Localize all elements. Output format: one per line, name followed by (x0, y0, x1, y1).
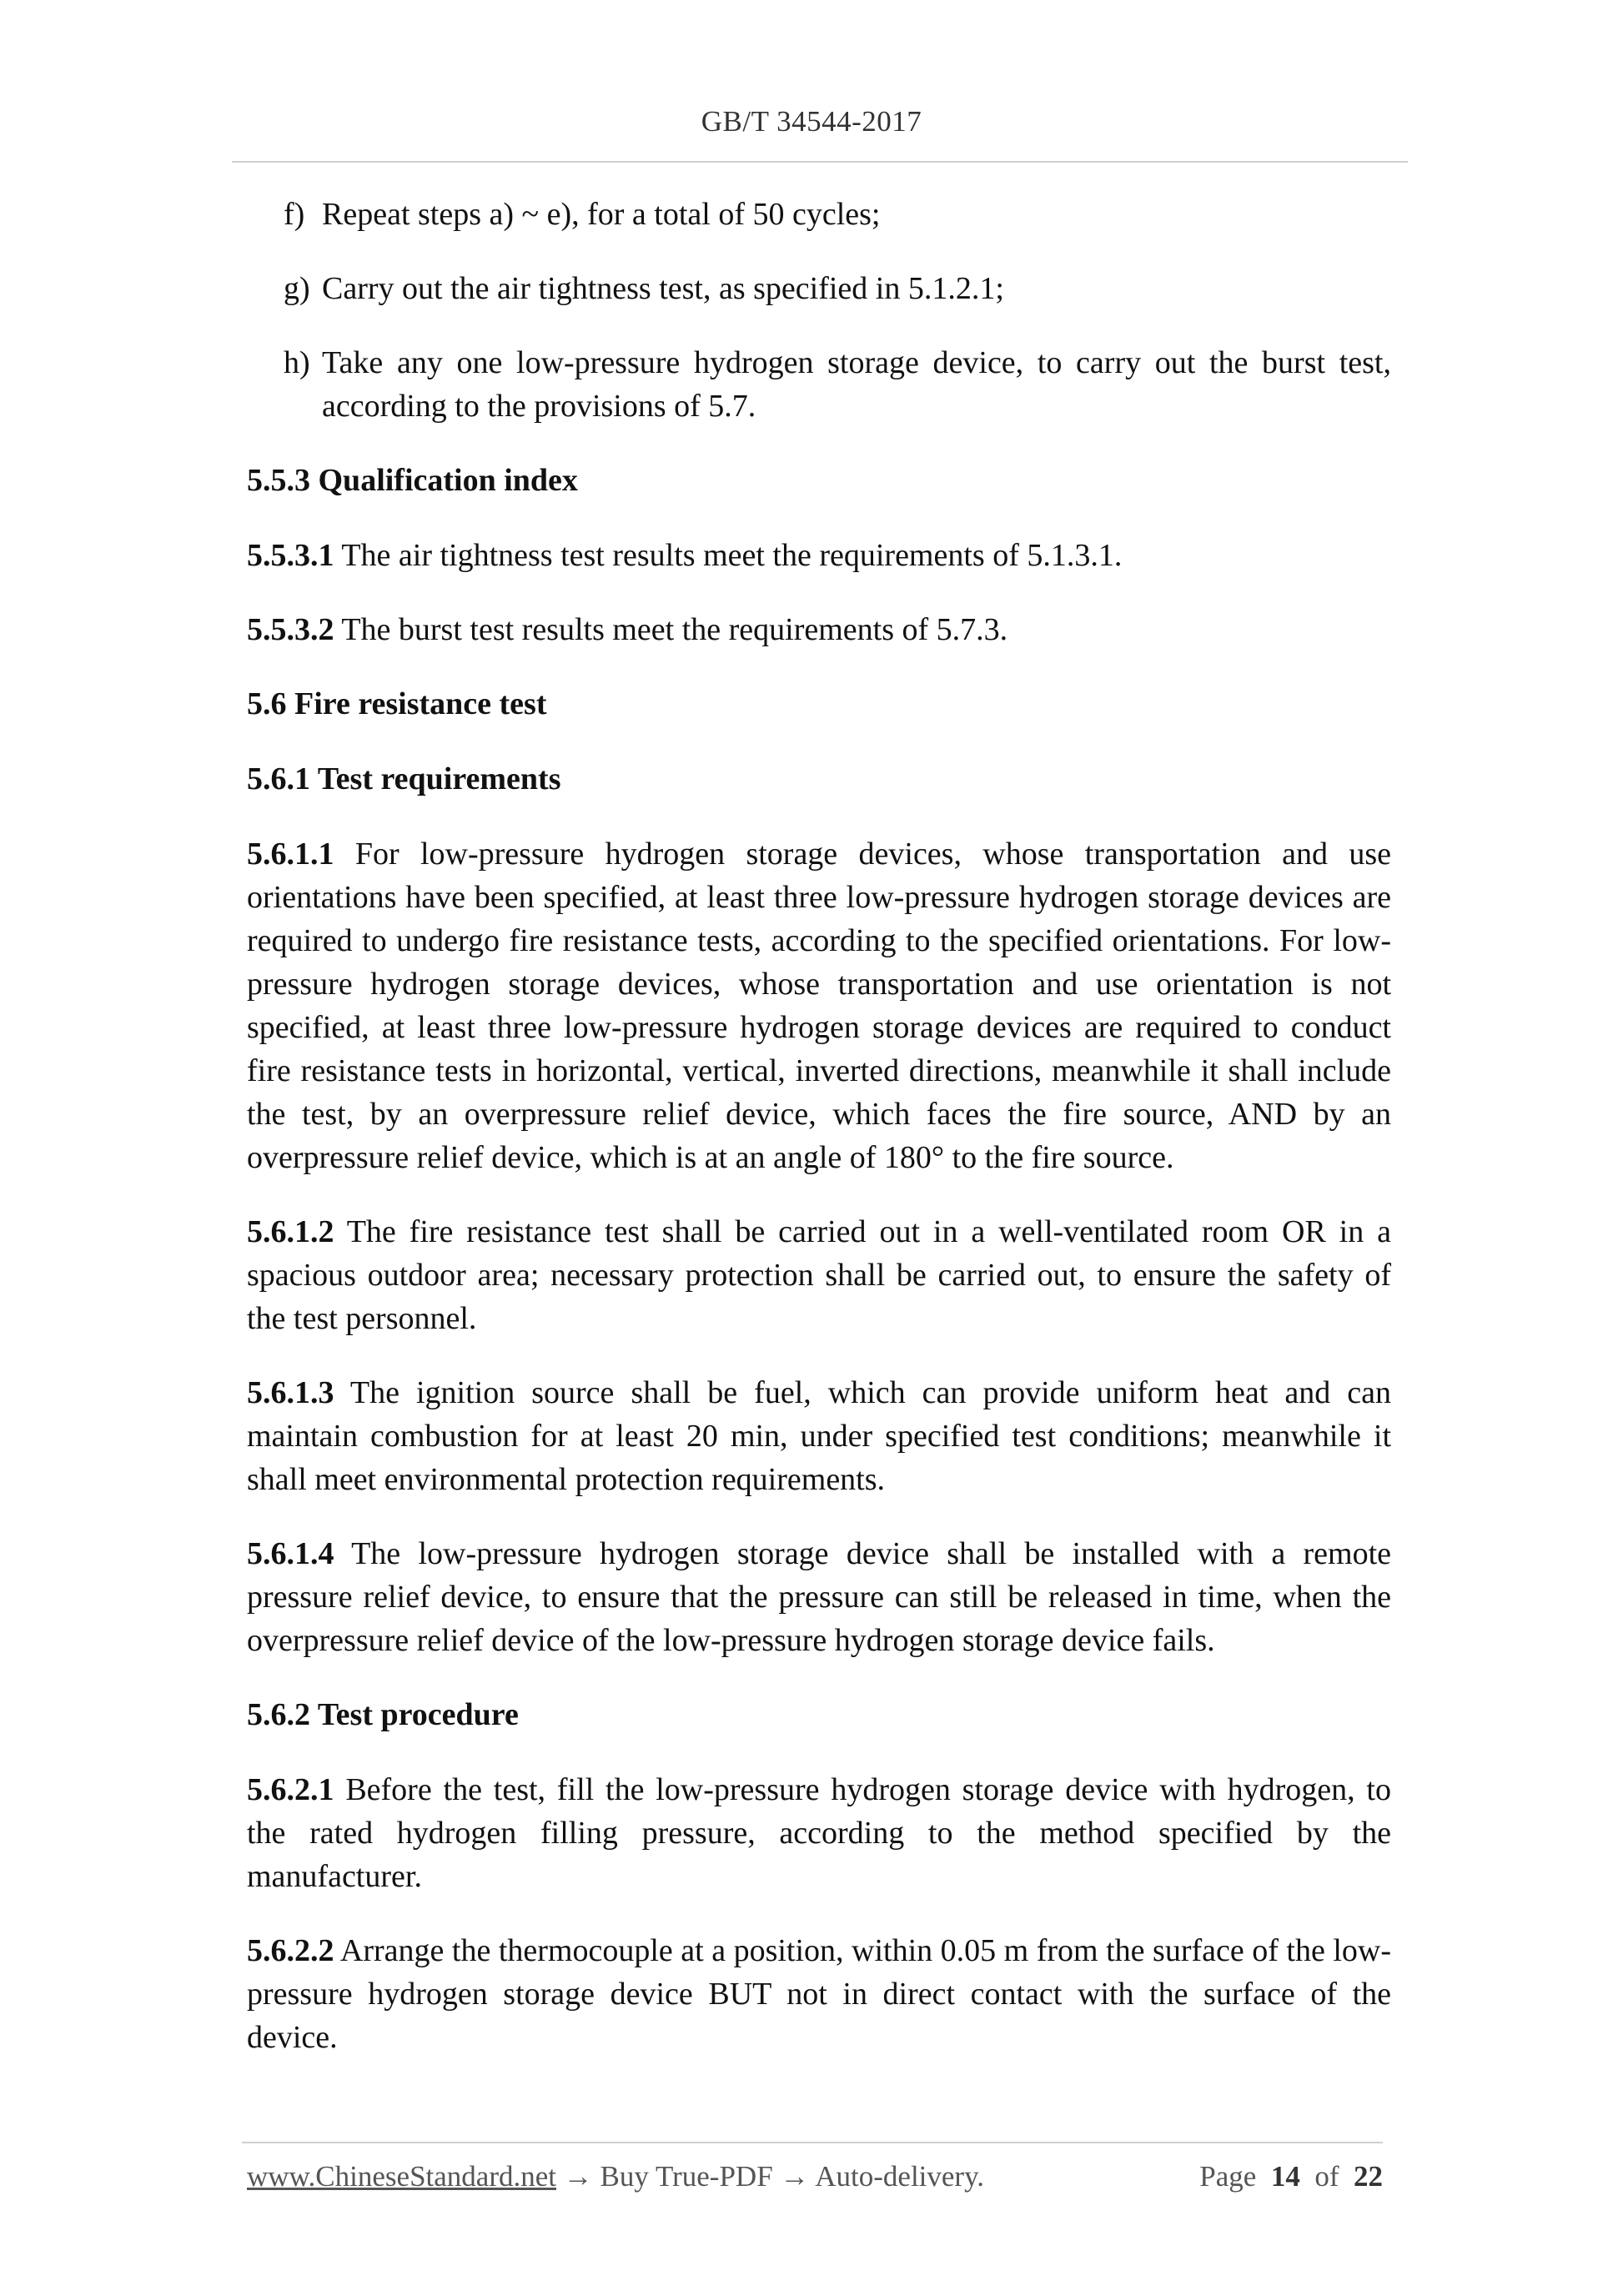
header-divider (232, 161, 1408, 163)
clause-text: For low-pressure hydrogen storage devices, whose transportation and use orientations have been specified, at least three low-pressure hydrogen storage devices are required to undergo fire resistance tests, according to the specified orientations. For low-pressure hydrogen storage devices, whose transportation and use orientation is not specified, at least three low-pressure hydrogen storage devices are required to conduct fire resistance tests in horizontal, vertical, inverted directions, meanwhile it shall include the test, by an overpressure relief device, which faces the fire source, AND by an overpressure relief device, which is at an angle of 180° to the fire source. (247, 837, 1391, 1175)
list-text: Carry out the air tightness test, as specified in 5.1.2.1; (322, 271, 1004, 306)
list-text: Take any one low-pressure hydrogen storage device, to carry out the burst test, according to the provisions of 5.7. (322, 345, 1391, 424)
list-marker: h) (284, 345, 310, 380)
document-body (247, 193, 1391, 2090)
list-marker: f) (284, 197, 305, 232)
clause-5-6-2-2 (247, 1929, 1391, 2059)
page-number (1199, 2160, 1383, 2193)
clause-text: Arrange the thermocouple at a position, within 0.05 m from the surface of the low-pressure hydrogen storage device BUT not in direct contact with the surface of the device. (247, 1933, 1391, 2055)
clause-text: The burst test results meet the requirements of 5.7.3. (334, 612, 1008, 647)
heading-5-6: 5.6 Fire resistance test (247, 686, 547, 721)
clause-5-6-1-3 (247, 1371, 1391, 1501)
total-pages: 22 (1354, 2160, 1383, 2193)
list-text: Repeat steps a) ~ e), for a total of 50 cycles; (322, 197, 881, 232)
of-label: of (1314, 2160, 1339, 2193)
clause-number: 5.5.3.2 (247, 612, 334, 647)
heading-5-5-3: 5.5.3 Qualification index (247, 463, 578, 498)
clause-5-6-2-1 (247, 1768, 1391, 1898)
clause-5-5-3-1 (247, 534, 1391, 577)
clause-5-6-1-4 (247, 1532, 1391, 1662)
current-page: 14 (1270, 2160, 1300, 2193)
clause-number: 5.6.1.3 (247, 1375, 334, 1410)
clause-number: 5.6.1.4 (247, 1536, 334, 1571)
clause-5-6-1-2 (247, 1210, 1391, 1340)
list-marker: g) (284, 271, 310, 306)
page-footer (247, 2160, 1383, 2193)
clause-number: 5.6.1.1 (247, 837, 334, 872)
clause-number: 5.6.2.1 (247, 1772, 334, 1807)
page-label: Page (1199, 2160, 1257, 2193)
document-code-header: GB/T 34544-2017 (701, 105, 922, 138)
heading-5-6-1: 5.6.1 Test requirements (247, 761, 561, 796)
clause-text: The ignition source shall be fuel, which can provide uniform heat and can maintain combustion for at least 20 min, under specified test conditions; meanwhile it shall meet environmental protection requirements. (247, 1375, 1391, 1497)
clause-text: The low-pressure hydrogen storage device shall be installed with a remote pressure relief device, to ensure that the pressure can still be released in time, when the overpressure relief device of the low-pressure hydrogen storage device fails. (247, 1536, 1391, 1658)
arrow-right-icon: → (780, 2160, 810, 2193)
arrow-right-icon: → (563, 2160, 593, 2193)
clause-5-6-1-1 (247, 832, 1391, 1179)
clause-5-5-3-2 (247, 608, 1391, 651)
footer-divider (242, 2142, 1383, 2143)
footer-promo (247, 2160, 984, 2193)
delivery-text: Auto-delivery. (815, 2160, 985, 2193)
buy-text: Buy True-PDF (600, 2160, 773, 2193)
clause-number: 5.6.1.2 (247, 1214, 334, 1249)
website-link[interactable]: www.ChineseStandard.net (247, 2160, 556, 2193)
clause-text: Before the test, fill the low-pressure hydrogen storage device with hydrogen, to the rated hydrogen filling pressure, according to the method specified by the manufacturer. (247, 1772, 1391, 1894)
list-item-g (284, 267, 1391, 310)
clause-text: The fire resistance test shall be carried out in a well-ventilated room OR in a spacious outdoor area; necessary protection shall be carried out, to ensure the safety of the test personnel. (247, 1214, 1391, 1336)
heading-5-6-2: 5.6.2 Test procedure (247, 1697, 519, 1732)
clause-text: The air tightness test results meet the requirements of 5.1.3.1. (334, 538, 1123, 573)
clause-number: 5.5.3.1 (247, 538, 334, 573)
list-item-h (284, 341, 1391, 428)
list-item-f (284, 193, 1391, 236)
clause-number: 5.6.2.2 (247, 1933, 334, 1968)
